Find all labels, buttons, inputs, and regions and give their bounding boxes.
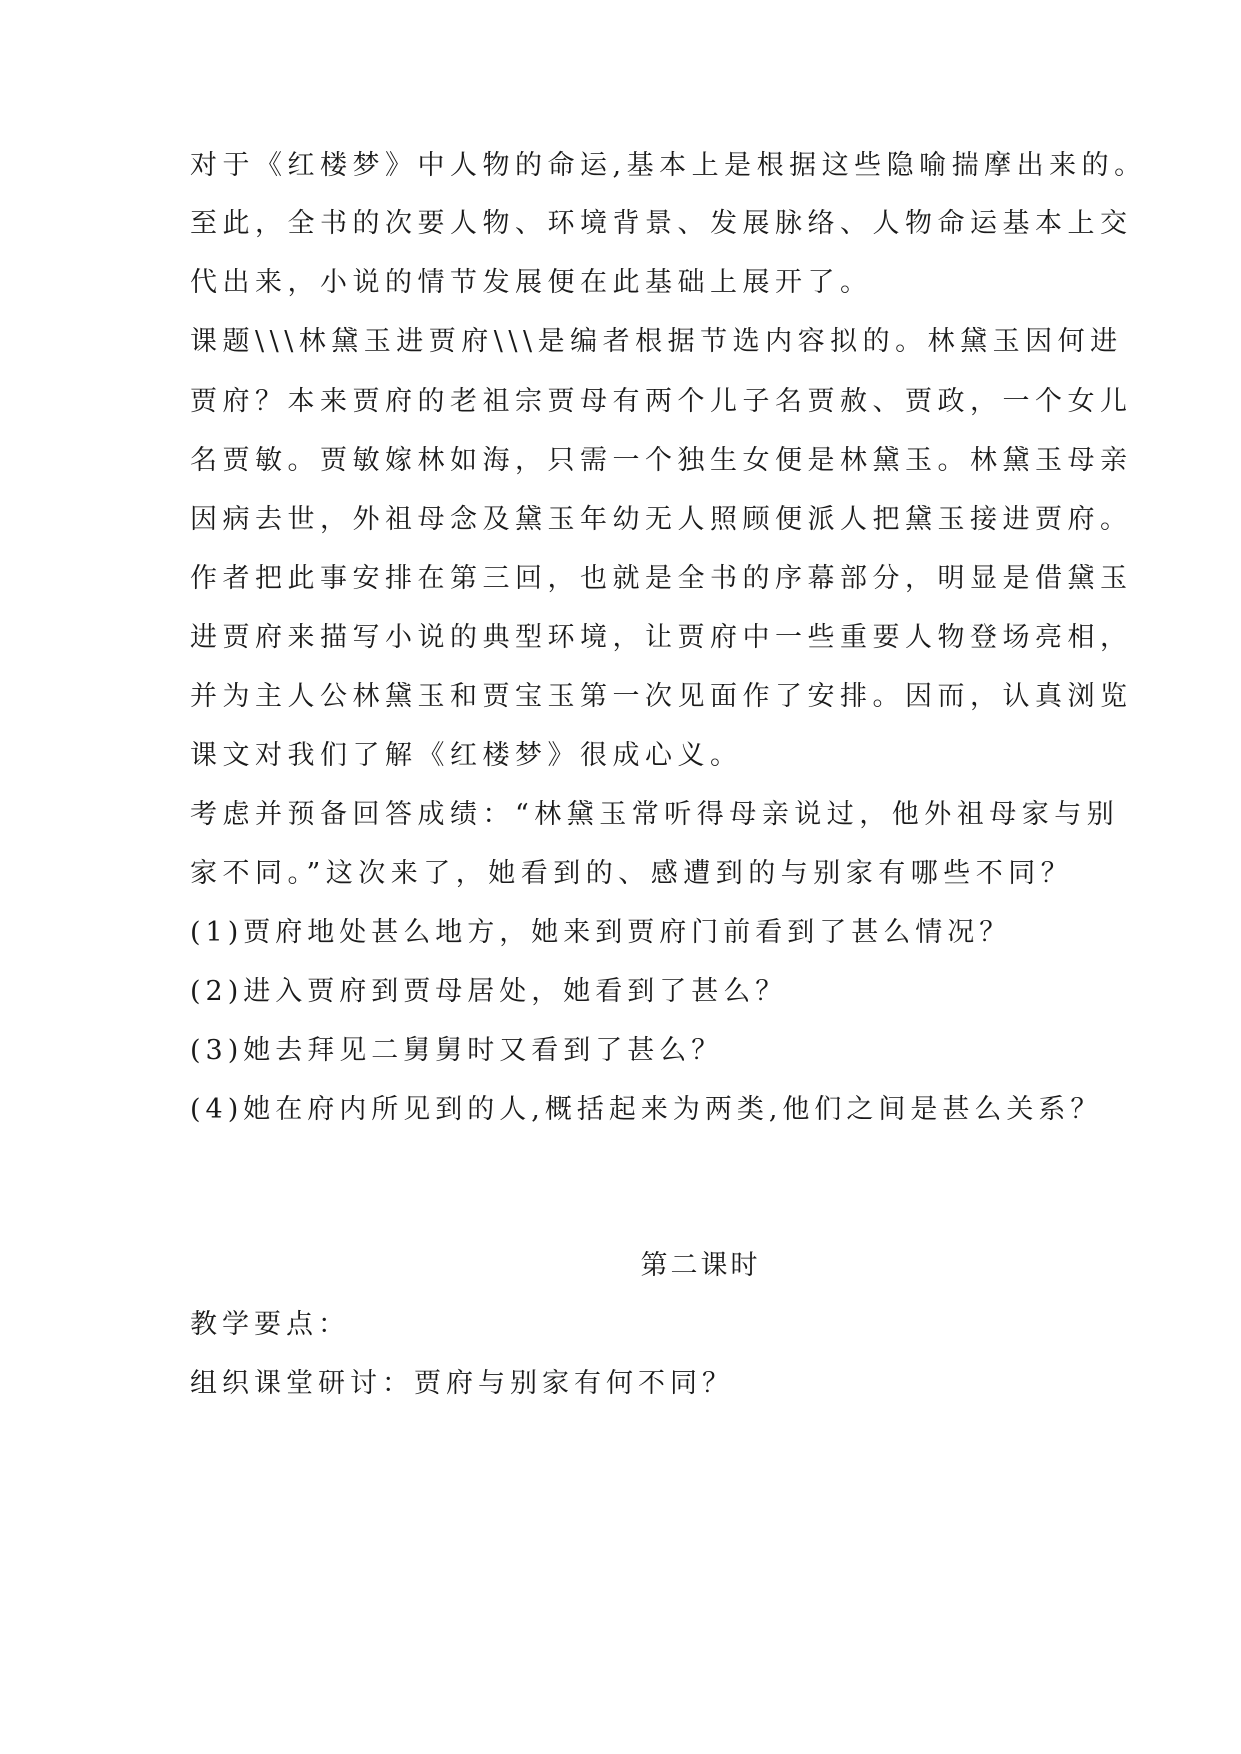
text-line-6: 名贾敏。贾敏嫁林如海，只需一个独生女便是林黛玉。林黛玉母亲: [190, 445, 1133, 476]
text-line-12: 考虑并预备回答成绩：“林黛玉常听得母亲说过，他外祖母家与别: [190, 799, 1120, 830]
question-3: (3)她去拜见二舅舅时又看到了甚么？: [190, 1035, 724, 1066]
text-line-1: 对于《红楼梦》中人物的命运,基本上是根据这些隐喻揣摩出来的。: [190, 150, 1147, 181]
text-line-11: 课文对我们了解《红楼梦》很成心义。: [190, 740, 743, 771]
text-line-13: 家不同。”这次来了，她看到的、感遭到的与别家有哪些不同？: [190, 858, 1074, 889]
question-1: (1)贾府地处甚么地方，她来到贾府门前看到了甚么情况？: [190, 917, 1012, 948]
text-line-2: 至此，全书的次要人物、环境背景、发展脉络、人物命运基本上交: [190, 208, 1133, 239]
text-line-7: 因病去世，外祖母念及黛玉年幼无人照顾便派人把黛玉接进贾府。: [190, 504, 1133, 535]
text-line-9: 进贾府来描写小说的典型环境，让贾府中一些重要人物登场亮相，: [190, 622, 1133, 653]
text-line-4: 课题\\\林黛玉进贾府\\\是编者根据节选内容拟的。林黛玉因何进: [190, 326, 1123, 357]
question-2: (2)进入贾府到贾母居处，她看到了甚么？: [190, 976, 788, 1007]
text-line-10: 并为主人公林黛玉和贾宝玉第一次见面作了安排。因而，认真浏览: [190, 681, 1133, 712]
discussion-prompt: 组织课堂研讨：贾府与别家有何不同？: [190, 1368, 734, 1399]
text-line-5: 贾府？本来贾府的老祖宗贾母有两个儿子名贾赦、贾政，一个女儿: [190, 386, 1133, 417]
text-line-3: 代出来，小说的情节发展便在此基础上展开了。: [190, 267, 873, 298]
text-line-8: 作者把此事安排在第三回，也就是全书的序幕部分，明显是借黛玉: [190, 563, 1133, 594]
teaching-points-label: 教学要点：: [190, 1309, 350, 1340]
question-4: (4)她在府内所见到的人,概括起来为两类,他们之间是甚么关系？: [190, 1094, 1103, 1125]
section-title: 第二课时: [640, 1250, 761, 1281]
